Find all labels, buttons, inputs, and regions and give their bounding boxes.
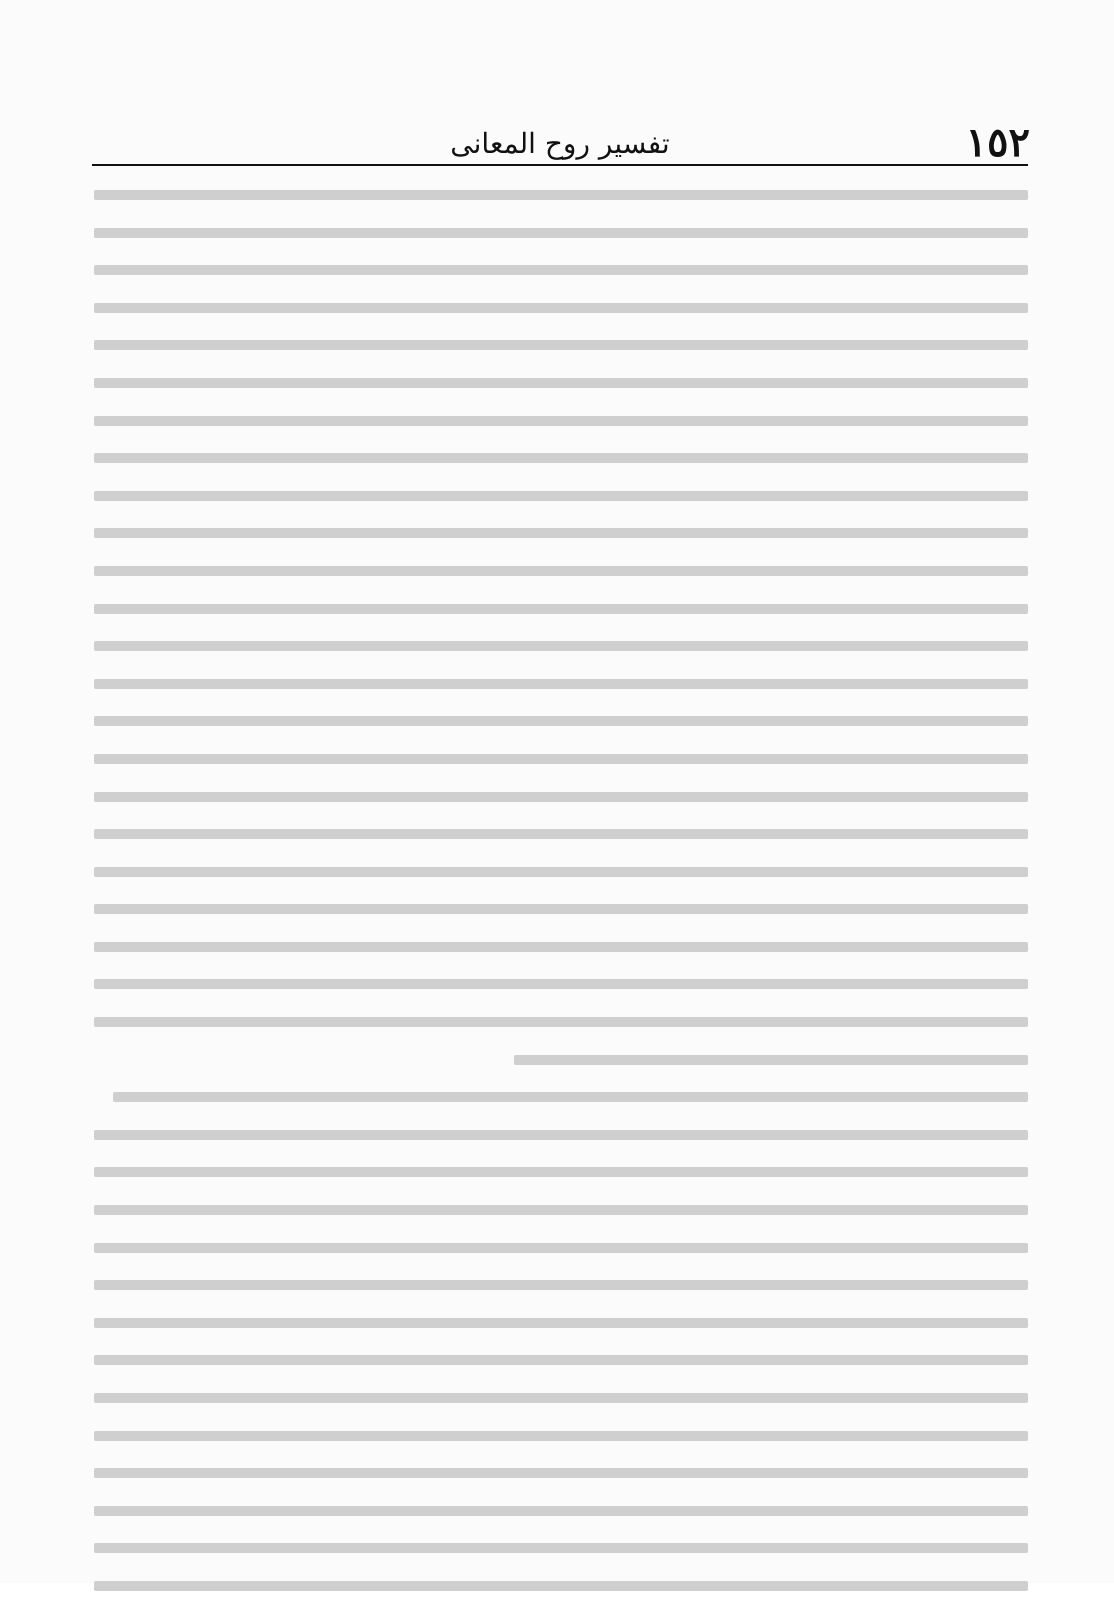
page-number: ١٥٢ (965, 119, 1030, 166)
text-line-placeholder (94, 566, 1028, 576)
text-line (94, 890, 1028, 928)
text-line (94, 552, 1028, 590)
text-line-placeholder (94, 1543, 1028, 1553)
text-line-placeholder (94, 867, 1028, 877)
text-line (94, 1529, 1028, 1567)
text-line-placeholder (94, 1243, 1028, 1253)
text-line (94, 402, 1028, 440)
text-line (94, 1153, 1028, 1191)
text-line-placeholder (94, 378, 1028, 388)
text-line (94, 1041, 1028, 1079)
text-body (94, 176, 1028, 1605)
text-line (94, 815, 1028, 853)
text-line (94, 326, 1028, 364)
text-line (94, 289, 1028, 327)
text-line-placeholder (514, 1055, 1028, 1065)
text-line-placeholder (94, 1355, 1028, 1365)
text-line-placeholder (94, 716, 1028, 726)
text-line-placeholder (94, 829, 1028, 839)
text-line (94, 1266, 1028, 1304)
text-line (94, 853, 1028, 891)
text-line (94, 778, 1028, 816)
text-line (94, 514, 1028, 552)
text-line (94, 1304, 1028, 1342)
text-line (94, 1492, 1028, 1530)
text-line (94, 1567, 1028, 1605)
text-line-placeholder (94, 340, 1028, 350)
text-line-placeholder (94, 641, 1028, 651)
text-line-placeholder (94, 1205, 1028, 1215)
text-line (94, 1229, 1028, 1267)
text-line (94, 214, 1028, 252)
text-line-placeholder (94, 528, 1028, 538)
header-rule (92, 164, 1028, 166)
text-line (94, 1191, 1028, 1229)
text-line-placeholder (94, 1468, 1028, 1478)
text-line-placeholder (94, 1167, 1028, 1177)
text-line (94, 1341, 1028, 1379)
text-line-placeholder (94, 979, 1028, 989)
text-line (94, 1417, 1028, 1455)
text-line-placeholder (94, 1130, 1028, 1140)
text-line-placeholder (94, 416, 1028, 426)
text-line-placeholder (94, 942, 1028, 952)
text-line (94, 740, 1028, 778)
text-line-placeholder (94, 303, 1028, 313)
text-line (94, 439, 1028, 477)
text-line (94, 251, 1028, 289)
text-line-placeholder (94, 604, 1028, 614)
text-line (94, 1454, 1028, 1492)
text-line (94, 1116, 1028, 1154)
text-line-placeholder (94, 754, 1028, 764)
text-line-placeholder (94, 453, 1028, 463)
text-line (94, 1379, 1028, 1417)
page-header (90, 118, 1030, 168)
text-line (94, 590, 1028, 628)
text-line (94, 1003, 1028, 1041)
text-line (94, 928, 1028, 966)
text-line-placeholder (94, 190, 1028, 200)
text-line (94, 665, 1028, 703)
text-line-placeholder (94, 792, 1028, 802)
text-line-placeholder (94, 1393, 1028, 1403)
text-line-placeholder (94, 228, 1028, 238)
text-line (94, 176, 1028, 214)
text-line (94, 477, 1028, 515)
text-line-placeholder (94, 1506, 1028, 1516)
text-line (94, 702, 1028, 740)
text-line (94, 364, 1028, 402)
text-line-placeholder (94, 1017, 1028, 1027)
text-line (94, 1078, 1028, 1116)
text-line-placeholder (94, 265, 1028, 275)
text-line-placeholder (94, 1318, 1028, 1328)
text-line-placeholder (94, 491, 1028, 501)
running-title: تفسير روح المعانى (450, 127, 670, 160)
text-line (94, 627, 1028, 665)
text-line-placeholder (94, 904, 1028, 914)
text-line-placeholder (94, 1431, 1028, 1441)
text-line-placeholder (94, 1280, 1028, 1290)
text-line-placeholder (94, 1581, 1028, 1591)
text-line (94, 965, 1028, 1003)
text-line-placeholder (113, 1092, 1028, 1102)
text-line-placeholder (94, 679, 1028, 689)
